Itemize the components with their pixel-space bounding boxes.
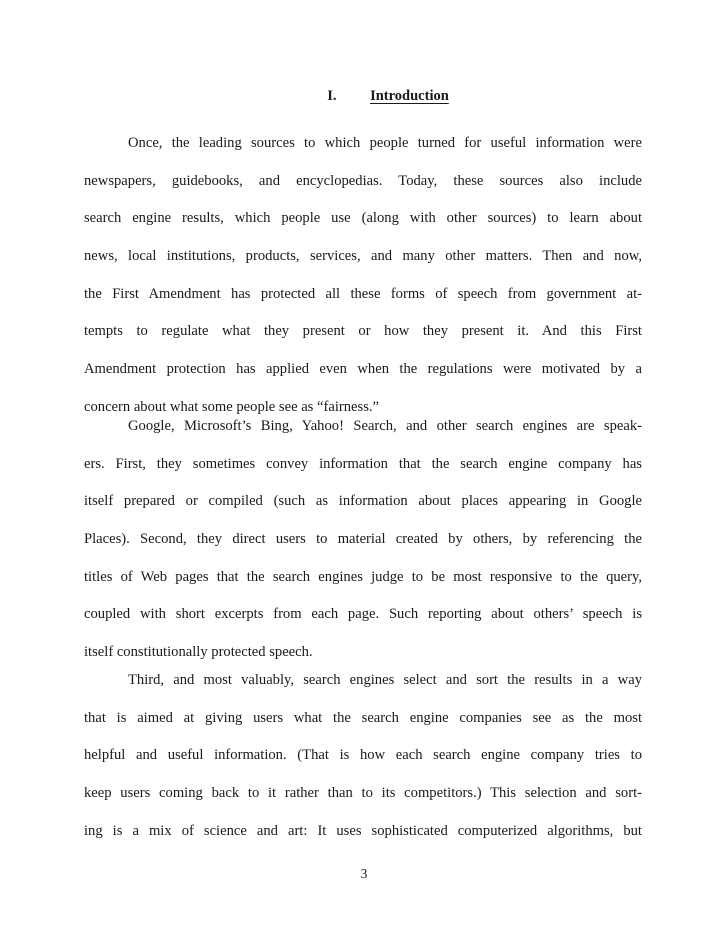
section-title: Introduction (370, 88, 449, 104)
paragraph-line: coupled with short excerpts from each page. Such reporting about others’ speech is (84, 606, 642, 623)
paragraph-line: ers. First, they sometimes convey information that the search engine company has (84, 455, 642, 472)
paragraph-line: keep users coming back to it rather than to its competitors.) This selection and sort- (84, 785, 642, 802)
paragraph-line: Third, and most valuably, search engines select and sort the results in a way (128, 672, 642, 688)
paragraph-line: newspapers, guidebooks, and encyclopedias. Today, these sources also include (84, 172, 642, 189)
paragraph-line: the First Amendment has protected all these forms of speech from government at- (84, 285, 642, 302)
paragraph-line: helpful and useful information. (That is how each search engine company tries to (84, 747, 642, 764)
paragraph-line: concern about what some people see as “fairness.” (84, 398, 379, 415)
paragraph-line: news, local institutions, products, services, and many other matters. Then and now, (84, 248, 642, 265)
paragraph-line: Google, Microsoft’s Bing, Yahoo! Search, and other search engines are speak- (128, 418, 642, 434)
paragraph-line: Once, the leading sources to which people turned for useful information were (128, 135, 642, 151)
paragraph-line: search engine results, which people use (along with other sources) to learn about (84, 210, 642, 227)
paragraph-line: titles of Web pages that the search engines judge to be most responsive to the query, (84, 568, 642, 585)
paragraph-line: Places). Second, they direct users to material created by others, by referencing the (84, 531, 642, 548)
paragraph-3 (84, 662, 642, 850)
section-heading (0, 86, 728, 106)
paragraph-line: itself prepared or compiled (such as information about places appearing in Google (84, 493, 642, 510)
paragraph-line: itself constitutionally protected speech. (84, 644, 313, 661)
paragraph-1 (84, 125, 642, 427)
page-number: 3 (360, 866, 368, 881)
section-number: I. (327, 88, 337, 104)
paragraph-line: that is aimed at giving users what the search engine companies see as the most (84, 709, 642, 726)
paragraph-line: Amendment protection has applied even when the regulations were motivated by a (84, 361, 642, 378)
paragraph-line: ing is a mix of science and art: It uses sophisticated computerized algorithms, but (84, 822, 642, 839)
paragraph-2 (84, 408, 642, 672)
paragraph-line: tempts to regulate what they present or how they present it. And this First (84, 323, 642, 340)
